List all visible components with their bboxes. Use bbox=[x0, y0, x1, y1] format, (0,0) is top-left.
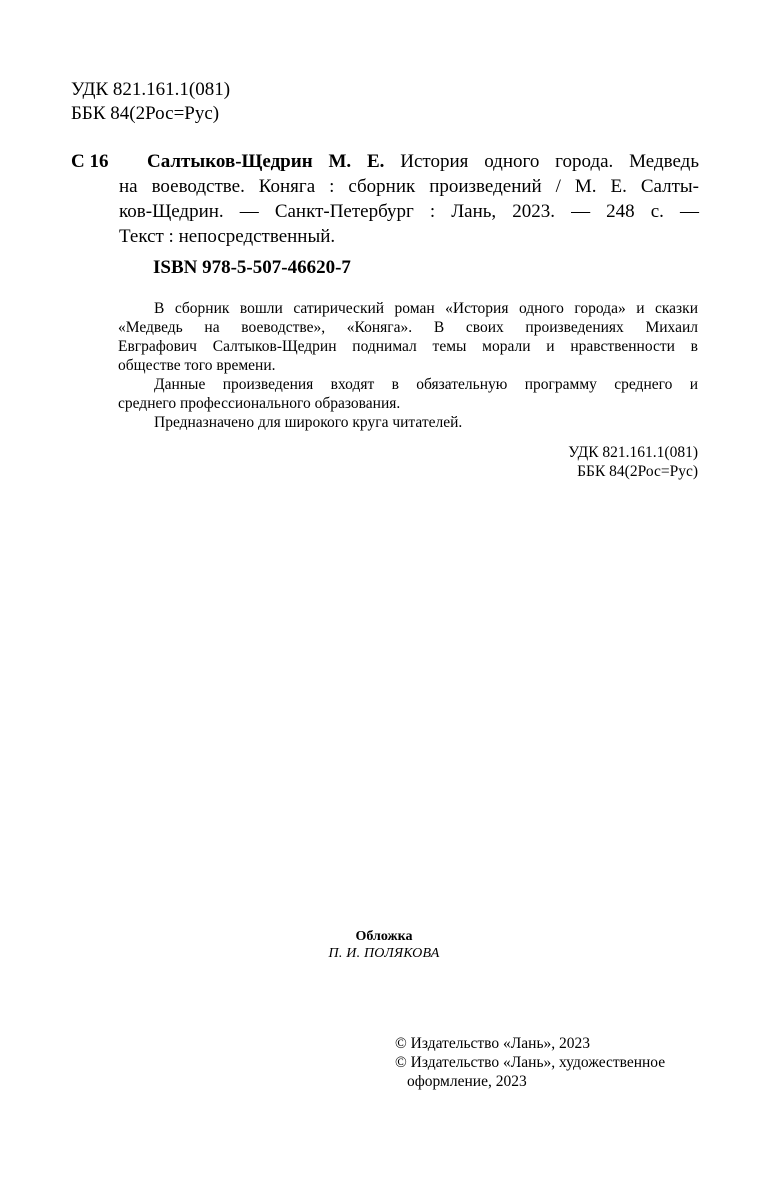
bbk-code: ББК 84(2Рос=Рус) bbox=[577, 463, 698, 480]
copyright-line: © Издательство «Лань», художественное bbox=[395, 1054, 666, 1071]
abstract-line: «Медведь на воеводстве», «Коняга». В своих произведениях Михаил bbox=[118, 319, 698, 336]
bbk-code: ББК 84(2Рос=Рус) bbox=[71, 103, 220, 124]
isbn: ISBN 978-5-507-46620-7 bbox=[153, 257, 351, 278]
cover-credit-author: П. И. ПОЛЯКОВА bbox=[328, 946, 440, 961]
catalog-entry-line bbox=[119, 149, 699, 174]
abstract-line: В сборник вошли сатирический роман «История одного города» и сказки bbox=[154, 300, 698, 317]
abstract-line: Данные произведения входят в обязательную программу среднего и bbox=[154, 376, 698, 393]
abstract bbox=[118, 299, 698, 432]
abstract-line: обществе того времени. bbox=[118, 357, 276, 374]
udk-code: УДК 821.161.1(081) bbox=[568, 444, 698, 461]
author-name: Салтыков-Щедрин М. Е. bbox=[147, 151, 385, 172]
copyright-notice bbox=[395, 1034, 705, 1091]
copyright-line: © Издательство «Лань», 2023 bbox=[395, 1035, 591, 1052]
abstract-line: Предназначено для широкого круга читателей. bbox=[154, 414, 463, 431]
catalog-entry-line: Текст : непосредственный. bbox=[119, 226, 336, 247]
classification-codes-bottom bbox=[418, 443, 698, 481]
abstract-line: Евграфович Салтыков-Щедрин поднимал темы морали и нравственности в bbox=[118, 338, 698, 355]
abstract-line: среднего профессионального образования. bbox=[118, 395, 401, 412]
shelf-code: С 16 bbox=[71, 151, 109, 172]
copyright-line: оформление, 2023 bbox=[407, 1073, 527, 1090]
book-title-start: История одного города. Медведь bbox=[384, 151, 699, 172]
catalog-entry bbox=[119, 149, 699, 249]
catalog-entry-line: ков-Щедрин. — Санкт-Петербург : Лань, 2023. — 248 с. — bbox=[119, 201, 699, 222]
udk-code: УДК 821.161.1(081) bbox=[71, 79, 231, 100]
classification-codes-top bbox=[71, 78, 230, 126]
cover-credit-label: Обложка bbox=[355, 929, 413, 944]
catalog-entry-line: на воеводстве. Коняга : сборник произведений / М. Е. Салты- bbox=[119, 176, 699, 197]
